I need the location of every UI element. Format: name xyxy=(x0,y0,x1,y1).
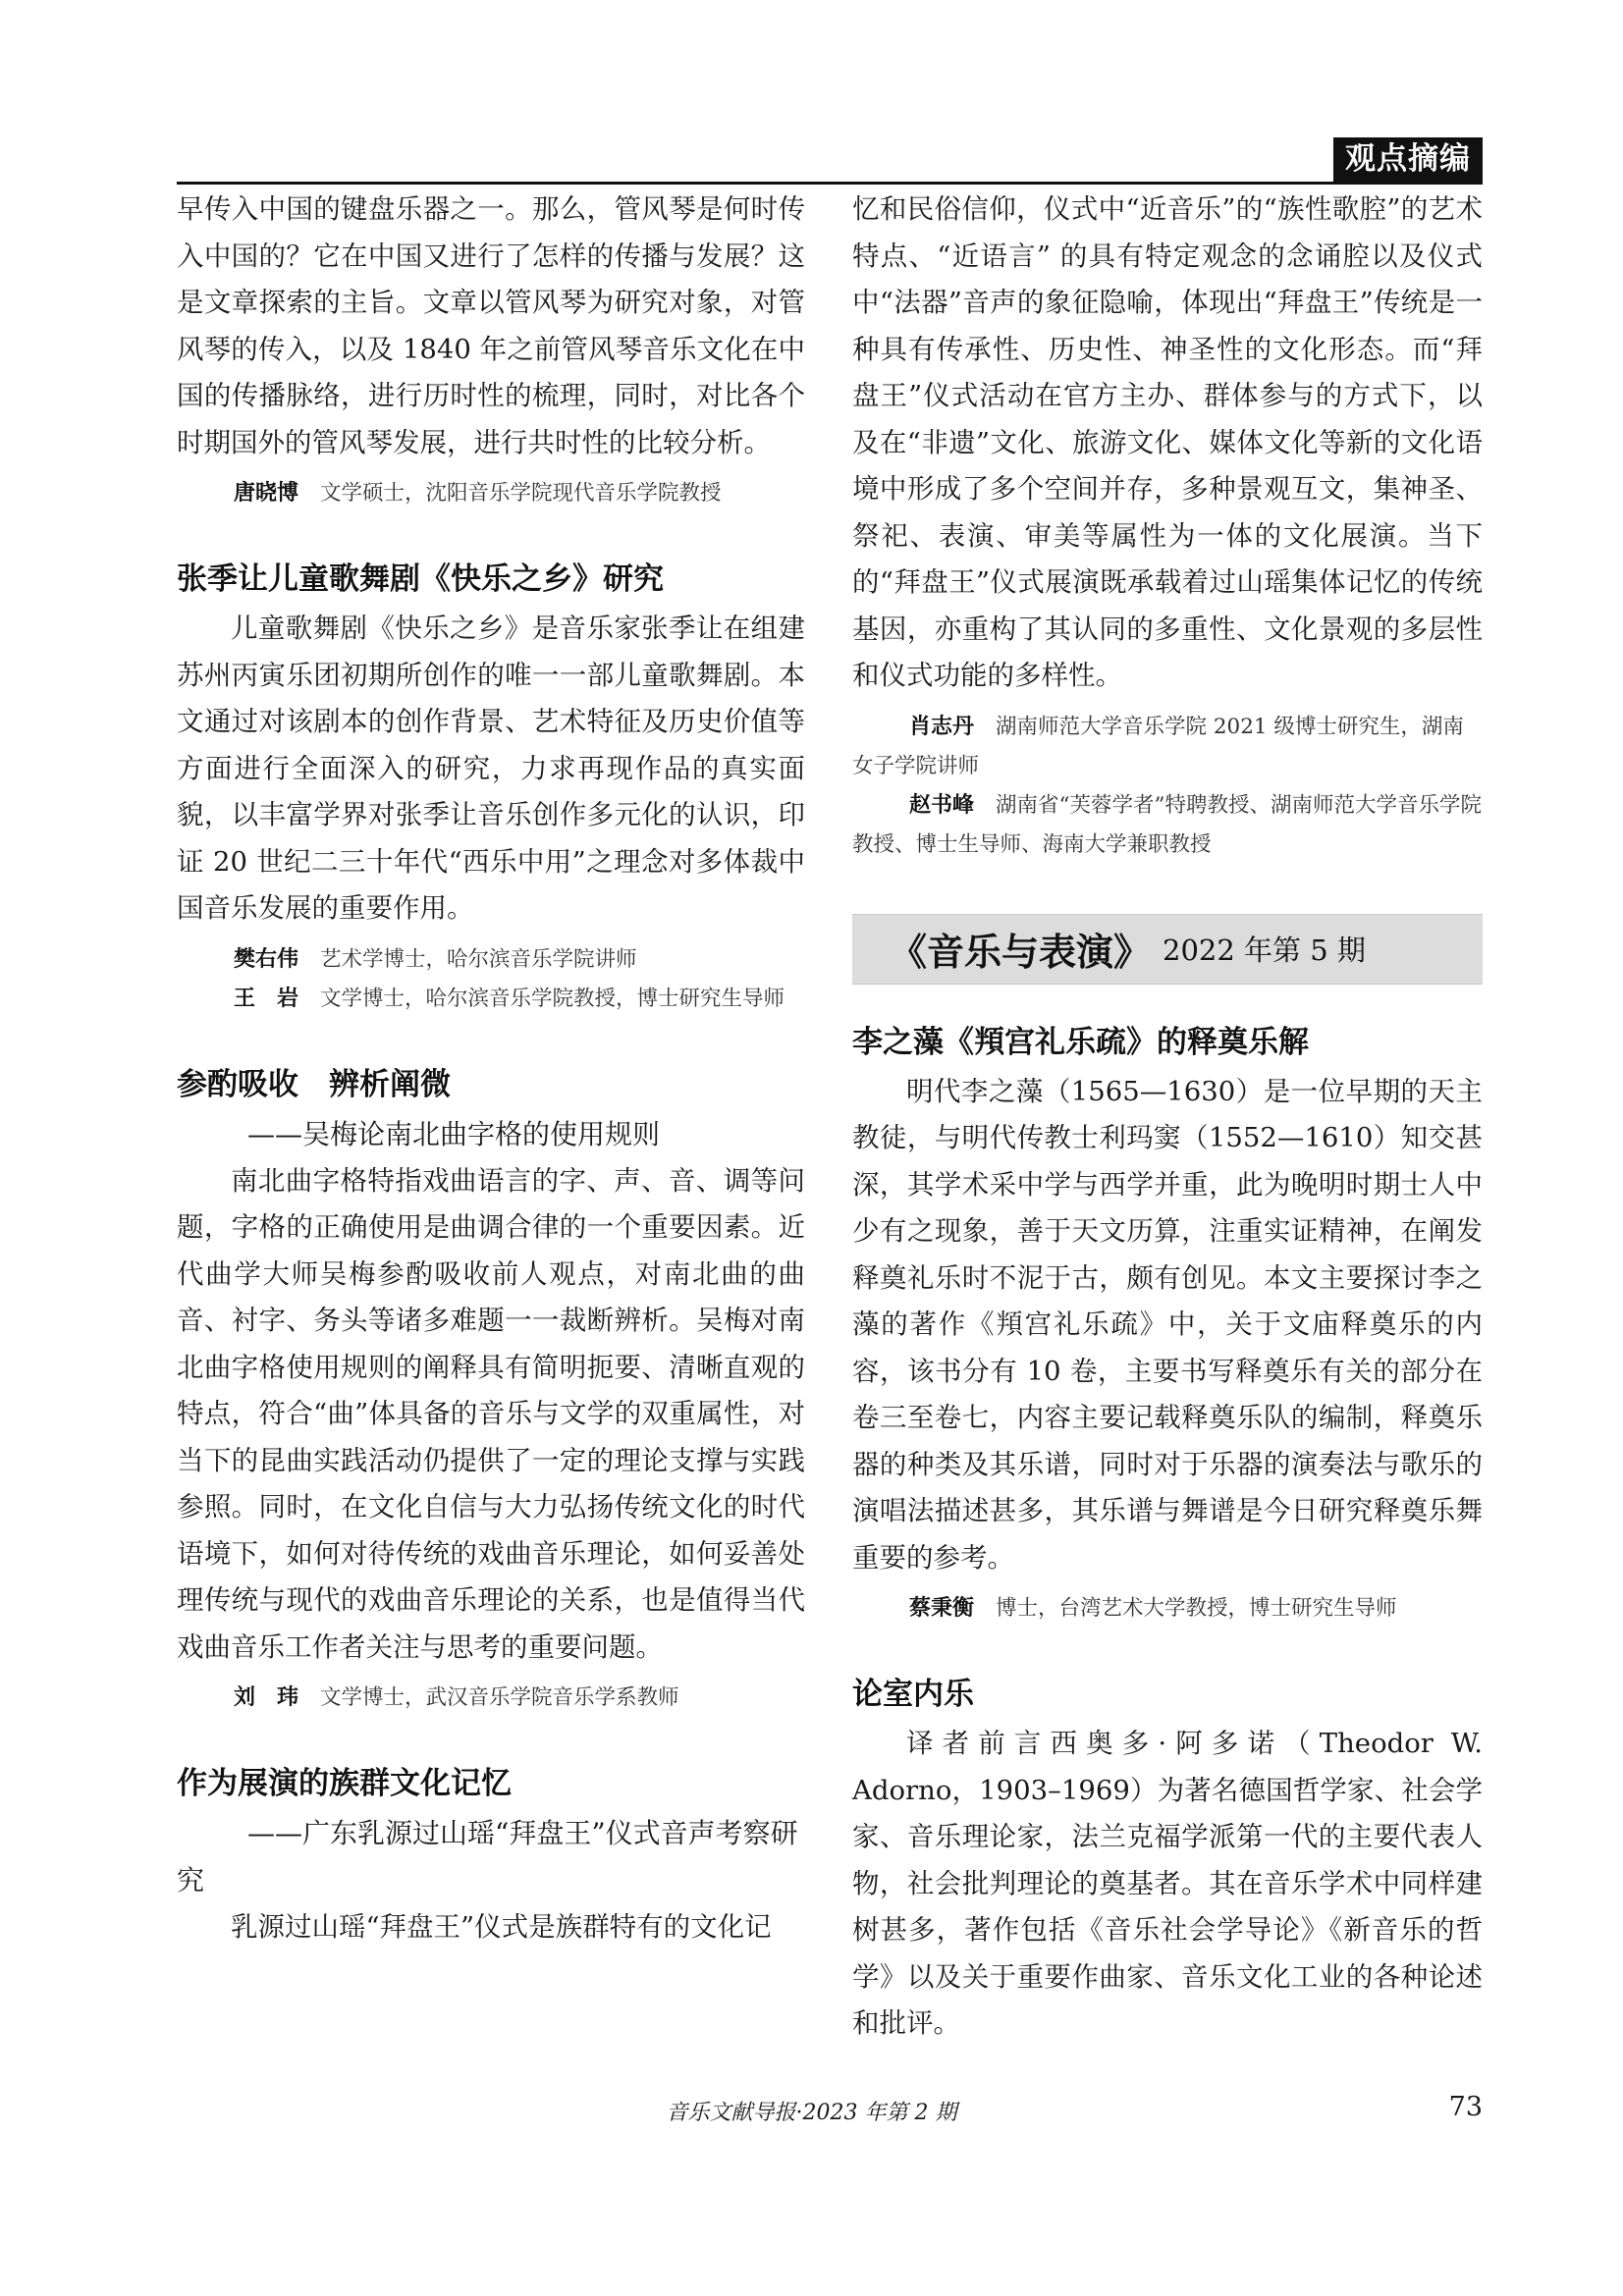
intro-paragraph: 早传入中国的键盘乐器之一。那么，管风琴是何时传入中国的？它在中国又进行了怎样的传播与发展？这是文章探索的主旨。文章以管风琴为研究对象，对管风琴的传入，以及 1840 年之前管风琴音乐文化在中国的传播脉络，进行历时性的梳理，同时，对比各个时期国外的管风琴发展，进行共时性的比较分析。 xyxy=(177,193,805,458)
author-info: 文学博士，哈尔滨音乐学院教授，博士研究生导师 xyxy=(320,986,785,1011)
author-info: 湖南省“芙蓉学者”特聘教授、湖南师范大学音乐学院教授、博士生导师、海南大学兼职教授 xyxy=(852,792,1483,857)
article-subtitle: ——吴梅论南北曲字格的使用规则 xyxy=(247,1117,661,1150)
article-title: 作为展演的族群文化记忆 xyxy=(177,1766,512,1801)
author-info: 文学博士，武汉音乐学院音乐学系教师 xyxy=(320,1685,679,1710)
article-subtitle: ——广东乳源过山瑶“拜盘王”仪式音声考察研究 xyxy=(177,1817,798,1896)
journal-issue: 2022 年第 5 期 xyxy=(1163,934,1366,967)
article-body: 明代李之藻（1565—1630）是一位早期的天主教徒，与明代传教士利玛窦（1552—1610）知交甚深，其学术采中学与西学并重，此为晚明时期士人中少有之现象，善于天文历算，注重实证精神，在阐发释奠礼乐时不泥于古，颇有创见。本文主要探讨李之藻的著作《頖宫礼乐疏》中，关于文庙释奠乐的内容，该书分有 10 卷，主要书写释奠乐有关的部分在卷三至卷七，内容主要记载释奠乐队的编制，释奠乐器的种类及其乐谱，同时对于乐器的演奏法与歌乐的演唱法描述甚多，其乐谱与舞谱是今日研究释奠乐舞重要的参考。 xyxy=(852,1075,1483,1574)
left-column xyxy=(177,187,805,1951)
author-info: 博士，台湾艺术大学教授，博士研究生导师 xyxy=(996,1596,1397,1621)
author-name: 唐晓博 xyxy=(234,481,299,506)
article-body-continued: 忆和民俗信仰，仪式中“近音乐”的“族性歌腔”的艺术特点、“近语言” 的具有特定观念的念诵腔以及仪式中“法器”音声的象征隐喻，体现出“拜盘王”传统是一种具有传承性、历史性、神圣性的文化形态。而“拜盘王”仪式活动在官方主办、群体参与的方式下，以及在“非遗”文化、旅游文化、媒体文化等新的文化语境中形成了多个空间并存，多种景观互文，集神圣、祭祀、表演、审美等属性为一体的文化展演。当下的“拜盘王”仪式展演既承载着过山瑶集体记忆的传统基因，亦重构了其认同的多重性、文化景观的多层性和仪式功能的多样性。 xyxy=(852,193,1483,691)
author-line xyxy=(177,474,805,513)
journal-name: 《音乐与表演》 xyxy=(890,931,1152,974)
article-body: 儿童歌舞剧《快乐之乡》是音乐家张季让在组建苏州丙寅乐团初期所创作的唯一一部儿童歌舞剧。本文通过对该剧本的创作背景、艺术特征及历史价值等方面进行全面深入的研究，力求再现作品的真实面貌，以丰富学界对张季让音乐创作多元化的认识，印证 20 世纪二三十年代“西乐中用”之理念对多体裁中国音乐发展的重要作用。 xyxy=(177,613,805,924)
author-line xyxy=(177,940,805,980)
article-title: 张季让儿童歌舞剧《快乐之乡》研究 xyxy=(177,561,664,597)
author-line xyxy=(177,1679,805,1718)
article-body: 译者前言西奥多·阿多诺（Theodor W. Adorno，1903–1969）为著名德国哲学家、社会学家、音乐理论家，法兰克福学派第一代的主要代表人物，社会批判理论的奠基者。其在音乐学术中同样建树甚多，著作包括《音乐社会学导论》《新音乐的哲学》以及关于重要作曲家、音乐文化工业的各种论述和批评。 xyxy=(852,1728,1483,2039)
author-info: 文学硕士，沈阳音乐学院现代音乐学院教授 xyxy=(320,481,722,506)
author-info: 艺术学博士，哈尔滨音乐学院讲师 xyxy=(320,946,637,972)
article-body: 南北曲字格特指戏曲语言的字、声、音、调等问题，字格的正确使用是曲调合律的一个重要因素。近代曲学大师吴梅参酌吸收前人观点，对南北曲的曲音、衬字、务头等诸多难题一一裁断辨析。吴梅对南北曲字格使用规则的阐释具有简明扼要、清晰直观的特点，符合“曲”体具备的音乐与文学的双重属性，对当下的昆曲实践活动仍提供了一定的理论支撑与实践参照。同时，在文化自信与大力弘扬传统文化的时代语境下，如何对待传统的戏曲音乐理论，如何妥善处理传统与现代的戏曲音乐理论的关系，也是值得当代戏曲音乐工作者关注与思考的重要问题。 xyxy=(177,1164,805,1663)
section-tag: 观点摘编 xyxy=(1333,137,1483,182)
article-title: 李之藻《頖宫礼乐疏》的释奠乐解 xyxy=(852,1024,1309,1060)
author-name: 樊右伟 xyxy=(234,946,299,972)
journal-header xyxy=(852,914,1483,985)
footer-journal-issue: 音乐文献导报·2023 年第 2 期 xyxy=(666,2101,957,2125)
author-name: 赵书峰 xyxy=(909,792,975,818)
article-title: 参酌吸收 辨析阐微 xyxy=(177,1066,451,1102)
article-title: 论室内乐 xyxy=(852,1677,974,1712)
article-body: 乳源过山瑶“拜盘王”仪式是族群特有的文化记 xyxy=(231,1911,772,1943)
author-name: 肖志丹 xyxy=(909,714,975,739)
author-name: 蔡秉衡 xyxy=(909,1596,975,1621)
author-line xyxy=(852,1589,1483,1629)
page-number: 73 xyxy=(1448,2092,1483,2122)
author-info: 湖南师范大学音乐学院 2021 级博士研究生，湖南女子学院讲师 xyxy=(852,714,1464,778)
author-name: 王 岩 xyxy=(234,986,299,1011)
author-line xyxy=(177,980,805,1019)
author-line xyxy=(852,786,1483,865)
author-line xyxy=(852,708,1483,786)
top-rule xyxy=(177,182,1483,185)
page-footer xyxy=(0,2092,1623,2135)
author-name: 刘 玮 xyxy=(234,1685,299,1710)
right-column xyxy=(852,187,1483,2048)
